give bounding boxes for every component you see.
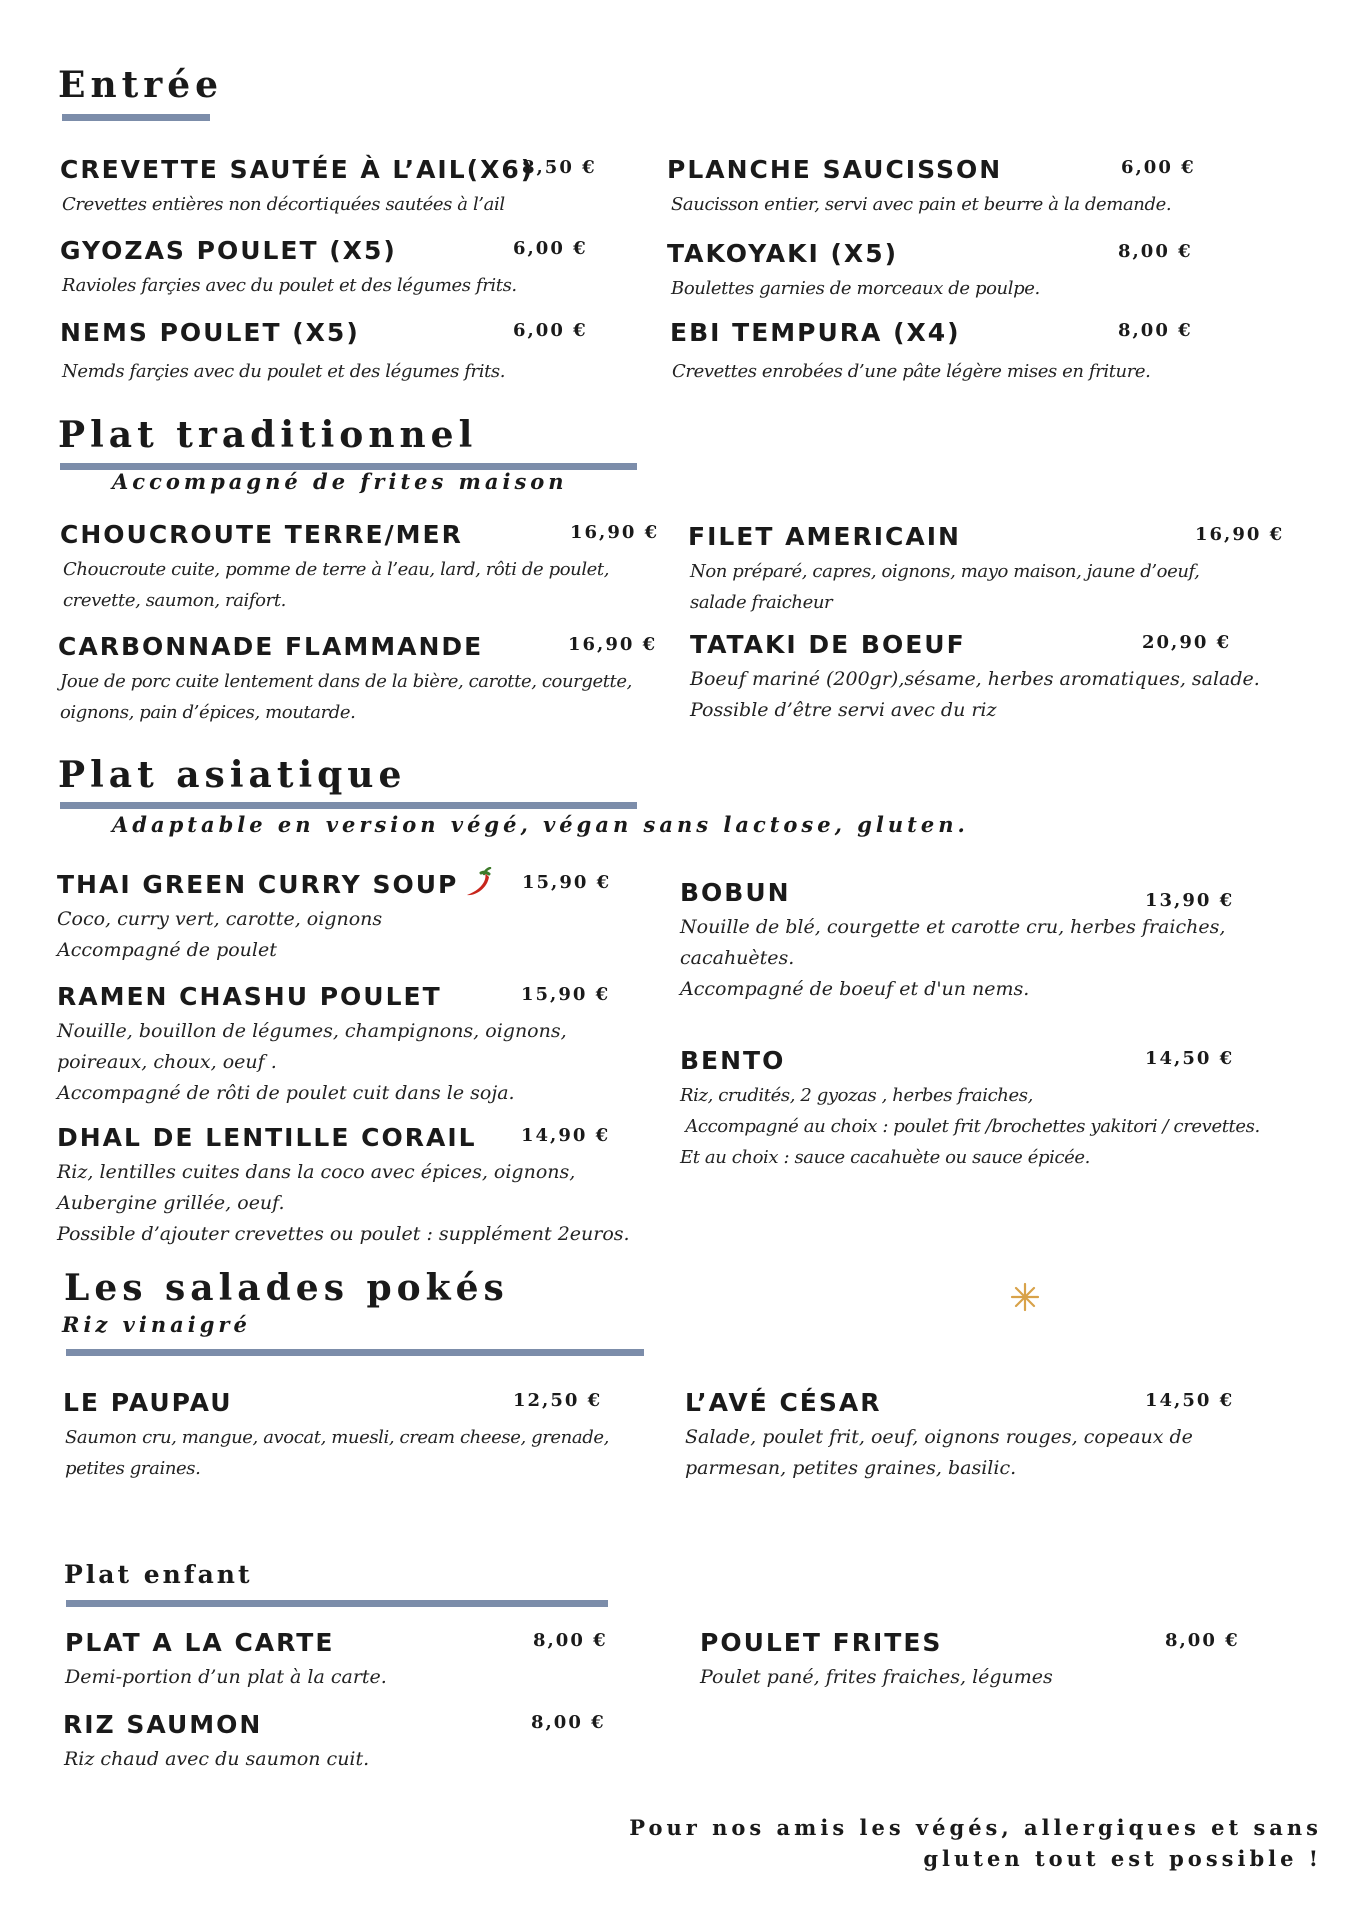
item-name: POULET FRITES — [700, 1628, 943, 1657]
item-price: 16,90 € — [570, 522, 660, 543]
item-description: Salade, poulet frit, oeuf, oignons rouges, copeaux de parmesan, petites graines, basilic. — [685, 1426, 1193, 1479]
item-price: 16,90 € — [1195, 524, 1285, 545]
item-description: Joue de porc cuite lentement dans de la bière, carotte, courgette, oignons, pain d’épices, moutarde. — [60, 671, 632, 723]
item-name: RAMEN CHASHU POULET — [57, 982, 442, 1011]
item-description: Non préparé, capres, oignons, mayo maison, jaune d’oeuf, salade fraicheur — [690, 561, 1200, 613]
footer-line: gluten tout est possible ! — [923, 1846, 1322, 1871]
section-divider — [66, 1349, 644, 1356]
item-description: Crevettes entières non décortiquées sautées à l’ail — [62, 194, 505, 215]
section-title-entree: Entrée — [58, 64, 224, 106]
item-name: DHAL DE LENTILLE CORAIL — [57, 1123, 477, 1152]
item-description: Boulettes garnies de morceaux de poulpe. — [671, 278, 1040, 299]
item-price: 8,00 € — [1118, 241, 1193, 262]
item-description: Riz chaud avec du saumon cuit. — [64, 1748, 370, 1770]
section-title-traditionnel: Plat traditionnel — [58, 414, 478, 456]
item-price: 15,90 € — [522, 872, 612, 893]
item-description: Saucisson entier, servi avec pain et beurre à la demande. — [671, 194, 1172, 215]
section-title-asiatique: Plat asiatique — [58, 754, 407, 796]
item-price: 6,00 € — [513, 238, 588, 259]
section-title-salades: Les salades pokés — [64, 1267, 509, 1309]
item-description: Nemds farçies avec du poulet et des légumes frits. — [62, 361, 506, 382]
section-subtitle: Accompagné de frites maison — [112, 469, 568, 494]
section-title-enfant: Plat enfant — [64, 1560, 253, 1589]
item-description: Ravioles farçies avec du poulet et des légumes frits. — [62, 275, 517, 296]
item-description: Nouille de blé, courgette et carotte cru, herbes fraiches, cacahuètes. Accompagné de boeuf et d'un nems. — [680, 916, 1226, 1000]
item-name: EBI TEMPURA (X4) — [670, 318, 961, 347]
chili-pepper-icon — [463, 867, 493, 899]
item-name: CREVETTE SAUTÉE À L’AIL(X6) — [60, 155, 535, 184]
item-name: PLAT A LA CARTE — [65, 1628, 335, 1657]
item-description: Riz, crudités, 2 gyozas , herbes fraiches, Accompagné au choix : poulet frit /brochettes yakitori / crevettes. Et au choix : sauce cacahuète ou sauce épicée. — [680, 1085, 1260, 1168]
item-description: Poulet pané, frites fraiches, légumes — [700, 1666, 1053, 1688]
section-subtitle: Riz vinaigré — [62, 1312, 251, 1337]
item-name: BOBUN — [680, 878, 791, 907]
section-divider — [66, 1600, 608, 1607]
item-name: LE PAUPAU — [63, 1388, 233, 1417]
section-divider — [60, 802, 637, 809]
item-name: PLANCHE SAUCISSON — [667, 155, 1003, 184]
section-divider — [62, 114, 210, 121]
item-description: Coco, curry vert, carotte, oignons Accompagné de poulet — [57, 908, 383, 961]
item-name: CARBONNADE FLAMMANDE — [58, 632, 484, 661]
item-price: 20,90 € — [1142, 632, 1232, 653]
item-price: 13,90 € — [1145, 890, 1235, 911]
item-name: CHOUCROUTE TERRE/MER — [60, 520, 463, 549]
item-name: TAKOYAKI (X5) — [667, 239, 899, 268]
item-price: 8,00 € — [533, 1630, 608, 1651]
item-name: TATAKI DE BOEUF — [690, 630, 966, 659]
item-price: 16,90 € — [568, 634, 658, 655]
item-name: GYOZAS POULET (X5) — [60, 236, 397, 265]
footer-note — [629, 1812, 1322, 1874]
item-name: NEMS POULET (X5) — [60, 318, 360, 347]
item-price: 14,50 € — [1145, 1390, 1235, 1411]
sparkle-star-icon — [1009, 1281, 1041, 1313]
section-subtitle: Adaptable en version végé, végan sans lactose, gluten. — [112, 812, 969, 837]
item-price: 14,90 € — [521, 1125, 611, 1146]
item-price: 8,00 € — [1165, 1630, 1240, 1651]
item-name: BENTO — [680, 1046, 786, 1075]
item-price: 15,90 € — [521, 984, 611, 1005]
item-name: THAI GREEN CURRY SOUP — [57, 870, 459, 899]
item-price: 6,00 € — [1121, 157, 1196, 178]
item-description: Boeuf mariné (200gr),sésame, herbes aromatiques, salade. Possible d’être servi avec du riz — [690, 668, 1260, 721]
item-price: 12,50 € — [513, 1390, 603, 1411]
item-price: 8,00 € — [1118, 320, 1193, 341]
item-price: 8,00 € — [531, 1712, 606, 1733]
item-name: FILET AMERICAIN — [688, 522, 961, 551]
item-description: Saumon cru, mangue, avocat, muesli, cream cheese, grenade, petites graines. — [65, 1427, 609, 1479]
item-name: L’AVÉ CÉSAR — [685, 1388, 882, 1417]
footer-line: Pour nos amis les végés, allergiques et sans — [629, 1815, 1322, 1840]
item-description: Crevettes enrobées d’une pâte légère mises en friture. — [672, 361, 1151, 382]
item-price: 14,50 € — [1145, 1048, 1235, 1069]
item-description: Choucroute cuite, pomme de terre à l’eau, lard, rôti de poulet, crevette, saumon, raifort. — [63, 559, 610, 611]
item-description: Demi-portion d’un plat à la carte. — [65, 1666, 387, 1688]
item-description: Nouille, bouillon de légumes, champignons, oignons, poireaux, choux, oeuf . Accompagné de rôti de poulet cuit dans le soja. — [57, 1020, 567, 1104]
item-name: RIZ SAUMON — [63, 1710, 263, 1739]
item-description: Riz, lentilles cuites dans la coco avec épices, oignons, Aubergine grillée, oeuf. Possible d’ajouter crevettes ou poulet : supplément 2euros. — [57, 1161, 630, 1245]
item-price: 6,00 € — [513, 320, 588, 341]
item-price: 8,50 € — [522, 157, 597, 178]
